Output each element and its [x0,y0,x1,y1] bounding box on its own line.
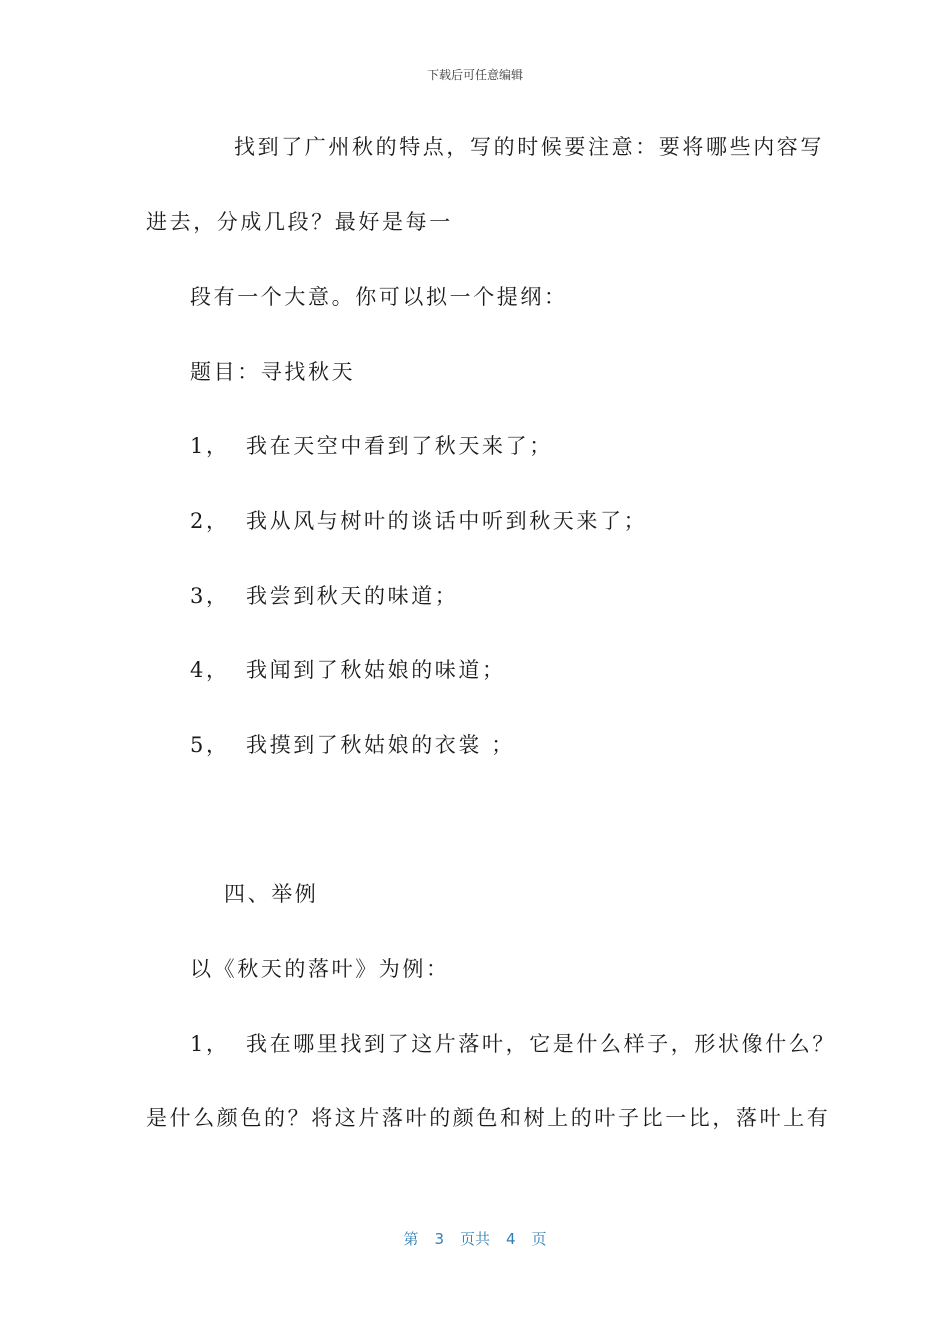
example-item-text: 我在哪里找到了这片落叶，它是什么样子，形状像什么？ [246,1032,836,1056]
outline-item [190,656,506,684]
intro-line-2: 进去，分成几段？最好是每一 [146,210,453,234]
outline-item [190,582,458,610]
section-heading: 四、举例 [224,882,319,906]
page-header: 下载后可任意编辑 [426,68,523,82]
intro-line-1: 找到了广州秋的特点，写的时候要注意：要将哪些内容写 [234,135,824,159]
intro-line-3: 段有一个大意。你可以拟一个提纲： [190,285,568,309]
outline-title: 题目：寻找秋天 [190,360,356,384]
outline-item-text: 我闻到了秋姑娘的味道； [246,658,506,682]
outline-item-number: 5， [190,733,230,757]
outline-item-number: 3， [190,584,230,608]
page-label-suffix: 页 [531,1230,547,1248]
example-item-number: 1， [190,1032,230,1056]
outline-item-number: 4， [190,658,230,682]
outline-item-number: 1， [190,434,230,458]
example-continuation: 是什么颜色的？将这片落叶的颜色和树上的叶子比一比，落叶上有 [146,1106,831,1130]
outline-item [190,432,553,460]
page-label-middle: 页共 [459,1230,490,1248]
outline-item [190,731,515,759]
page-total-number: 4 [506,1230,516,1248]
outline-item-text: 我从风与树叶的谈话中听到秋天来了； [246,509,648,533]
outline-item-text: 我尝到秋天的味道； [246,584,459,608]
example-item [190,1030,836,1058]
page-current-number: 3 [434,1230,444,1248]
page-label-prefix: 第 [403,1230,419,1248]
outline-item-text: 我在天空中看到了秋天来了； [246,434,553,458]
outline-item [190,507,647,535]
outline-item-text: 我摸到了秋姑娘的衣裳 ； [246,733,515,757]
outline-item-number: 2， [190,509,230,533]
example-intro: 以《秋天的落叶》为例： [190,957,450,981]
page-footer [0,1228,950,1249]
